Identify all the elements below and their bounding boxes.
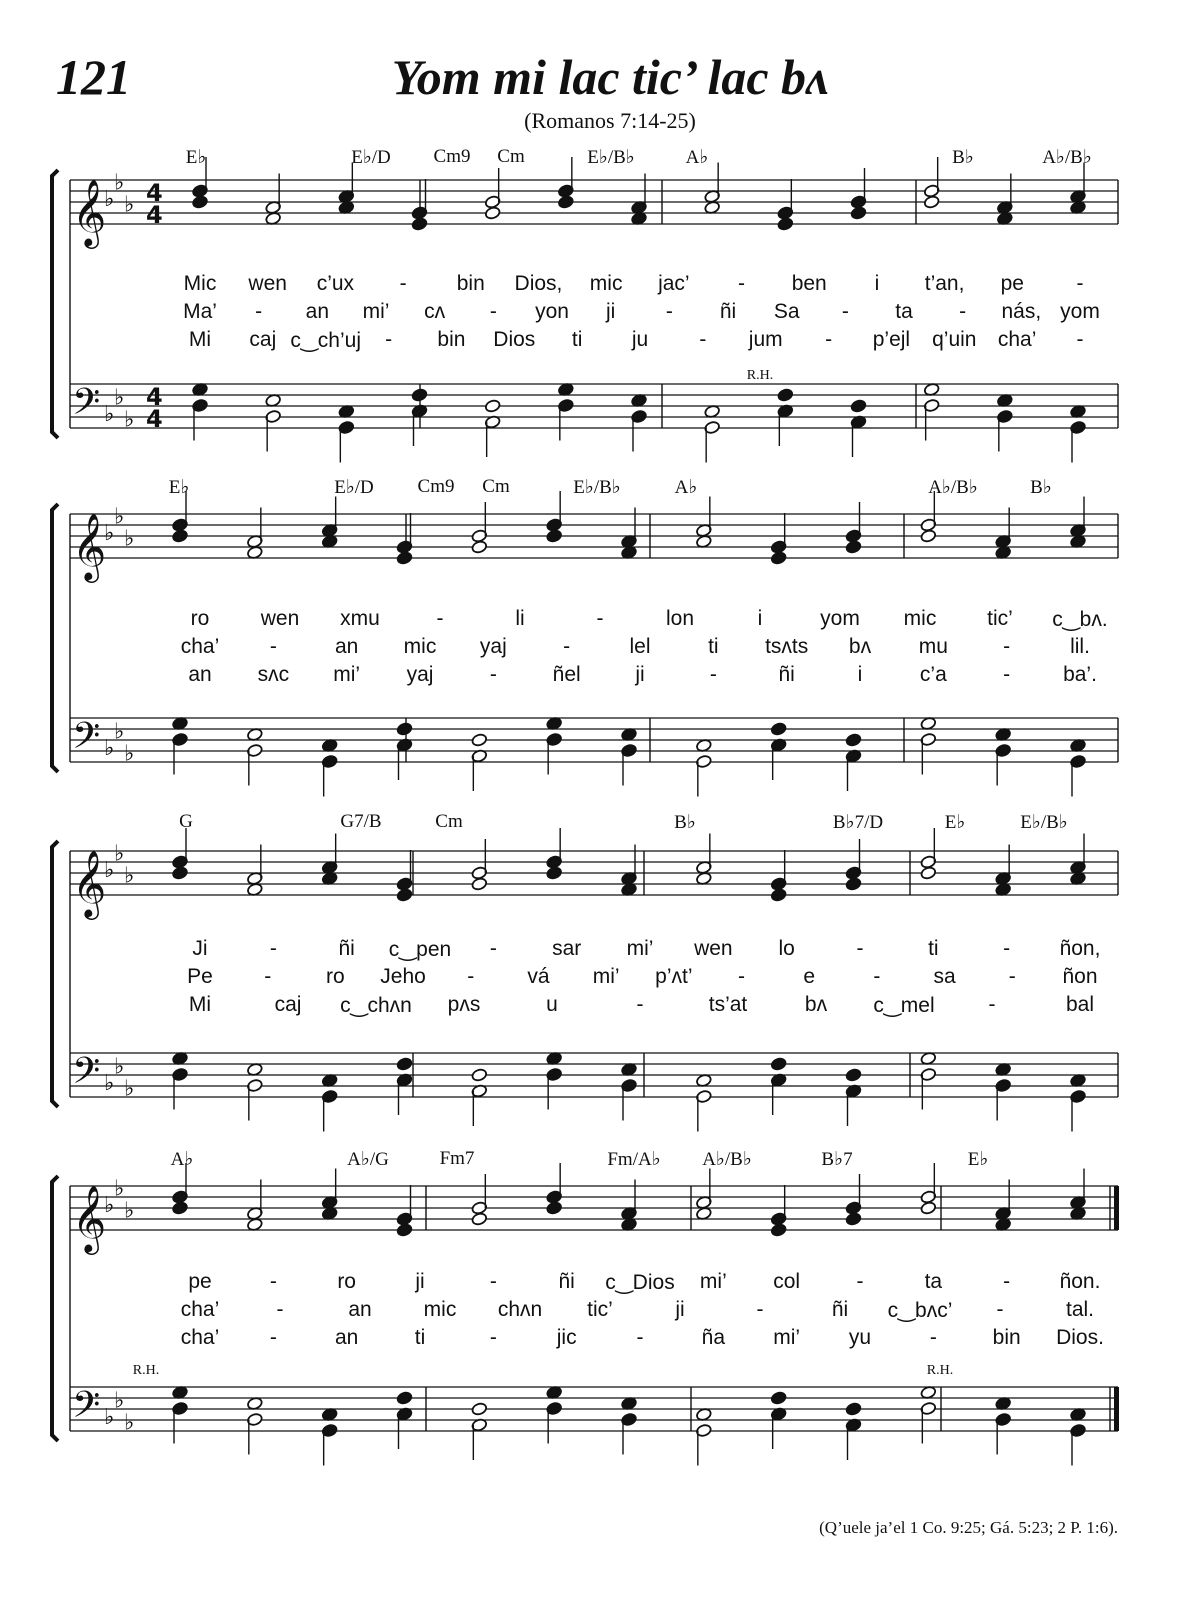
chord-symbol: E♭ [967,1149,989,1170]
lyric-verse3: jic [556,1326,577,1349]
lyric-verse3: mi’ [773,1326,801,1349]
treble-notehead [396,888,413,902]
bass-clef-icon: 𝄢 [72,381,101,432]
lyric-verse1: bin [456,272,485,295]
treble-notehead [172,1201,189,1215]
scripture-reference: (Romanos 7:14-25) [524,108,696,133]
lyric-verse2: Pe [187,965,213,988]
lyric-verse1: ñi [338,937,355,960]
lyric-verse2: mu [918,635,948,658]
system-bracket [52,1176,58,1441]
lyric-verse3: Dios [493,328,536,351]
treble-notehead [923,195,940,209]
treble-notehead [850,206,867,220]
lyric-verse3: caj [274,993,302,1016]
lyric-verse1: Ji [192,937,208,960]
bass-notehead [396,1057,413,1071]
treble-clef-icon: 𝄞 [72,1184,107,1252]
lyric-verse1: ñi [558,1270,575,1293]
lyric-verse3: Mi [188,993,212,1016]
lyric-verse3: ba’. [1063,663,1097,686]
bass-notehead [396,1391,413,1405]
bass-notehead [850,399,867,413]
lyric-verse3: caj [249,328,277,351]
lyric-verse3: Mi [188,328,212,351]
lyric-verse1: jac’ [658,272,690,295]
treble-notehead [484,206,501,220]
treble-notehead [845,540,862,554]
lyric-verse3: ti [414,1326,426,1349]
chord-symbol: E♭ [168,477,190,498]
lyric-verse2: ji [675,1298,685,1321]
lyric-verse2: an [305,300,330,323]
lyric-verse2: - [756,1298,764,1321]
treble-notehead [770,551,787,565]
chord-symbol: B♭7/D [832,812,884,833]
lyric-verse1: - [489,1270,497,1293]
chord-symbol: E♭/B♭ [573,477,621,498]
key-signature-flat: ♭ [114,1388,125,1414]
lyric-verse2: Ma’ [183,300,217,323]
bass-notehead [396,722,413,736]
time-signature-denominator: 4 [146,405,163,433]
bass-notehead [845,1402,862,1416]
lyric-verse2: c‿bʌc’ [887,1299,953,1322]
bass-notehead [770,1391,787,1405]
lyric-verse1: ben [791,272,827,295]
key-signature-flat: ♭ [104,402,115,427]
lyric-verse3: c‿mel [873,994,935,1017]
lyric-verse1: col [773,1270,801,1293]
chord-symbol: A♭/G [347,1149,389,1170]
chord-symbol: E♭/B♭ [587,147,635,168]
lyric-verse1: Mic [183,272,217,295]
lyric-verse2: tic’ [587,1298,613,1321]
lyric-verse3: bal [1065,993,1095,1016]
lyric-verse2: ñi [831,1298,849,1321]
key-signature-flat: ♭ [124,526,135,552]
lyric-verse2: - [467,965,475,988]
lyric-verse2: an [348,1298,372,1321]
system-bracket [52,170,58,438]
treble-clef-icon: 𝄞 [72,512,107,580]
key-signature-flat: ♭ [114,841,125,867]
key-signature-flat: ♭ [124,1410,135,1436]
lyric-verse2: an [334,635,359,658]
key-signature-flat: ♭ [114,719,125,745]
chord-symbol: B♭ [1030,477,1052,498]
chord-symbol: B♭7 [821,1149,853,1170]
treble-notehead [471,1212,488,1226]
lyric-verse2: - [996,1298,1004,1321]
lyric-verse3: - [699,328,707,351]
chord-symbol: G7/B [340,811,382,832]
lyric-verse1: mi’ [626,937,654,960]
treble-clef-icon: 𝄞 [72,178,107,246]
chord-symbol: E♭/B♭ [1020,812,1068,833]
chord-symbol: E♭/D [334,477,374,498]
treble-notehead [411,217,428,231]
treble-notehead [558,195,575,209]
lyric-verse2: - [665,300,673,323]
lyric-verse3: u [546,993,558,1016]
lyric-verse2: ta [895,300,913,323]
footer-reference: (Q’uele ja’el 1 Co. 9:25; Gá. 5:23; 2 P. 1:6). [819,1518,1118,1537]
lyric-verse2: ji [605,300,616,323]
lyric-verse1: tic’ [987,607,1013,630]
key-signature-flat: ♭ [124,407,135,433]
lyric-verse3: - [1076,328,1084,351]
key-signature-flat: ♭ [104,1071,115,1096]
lyric-verse2: tal. [1065,1298,1095,1321]
lyric-verse1: - [738,272,746,295]
lyric-verse3: - [489,1326,497,1349]
lyric-verse3: bin [992,1326,1021,1349]
lyric-verse3: ts’at [708,993,748,1016]
lyric-verse2: - [264,965,272,988]
lyric-verse3: bin [437,328,466,351]
chord-symbol: B♭ [674,812,696,833]
lyric-verse3: sʌc [257,663,290,686]
lyric-verse2: bʌ [848,635,872,658]
lyric-verse3: Dios. [1056,1326,1104,1349]
right-hand-marking: R.H. [746,368,774,383]
treble-notehead [546,866,563,880]
time-signature-denominator: 4 [146,201,163,229]
lyric-verse2: - [276,1298,284,1321]
lyric-verse1: wen [260,607,300,630]
lyric-verse2: yom [1060,300,1100,323]
key-signature-flat: ♭ [104,1193,115,1218]
bass-notehead [484,399,501,413]
lyric-verse1: li [515,607,525,630]
treble-notehead [546,1201,563,1215]
chord-symbol: B♭ [952,147,974,168]
lyric-verse3: cha’ [997,328,1037,351]
treble-notehead [396,1223,413,1237]
lyric-verse3: c‿ch’uj [290,329,361,352]
lyric-verse2: cʌ [424,300,446,323]
lyric-verse3: - [988,993,996,1016]
lyric-verse3: - [929,1326,937,1349]
lyric-verse3: pʌs [447,993,481,1016]
lyric-verse2: - [269,635,277,658]
treble-notehead [920,529,937,543]
lyric-verse1: - [856,1270,864,1293]
lyric-verse3: ñi [778,663,795,686]
lyric-verse2: Sa [773,300,800,323]
key-signature-flat: ♭ [124,863,135,889]
key-signature-flat: ♭ [104,736,115,761]
bass-notehead [845,1068,862,1082]
hymn-title: Yom mi lac tic’ lac bʌ [391,49,829,105]
right-hand-marking: R.H. [926,1363,954,1378]
lyric-verse1: c‿Dios [605,1271,675,1294]
lyric-verse3: bʌ [804,993,828,1016]
lyric-verse1: lo [778,937,795,960]
lyric-verse3: ji [635,663,645,686]
lyric-verse3: p’ejl [872,328,911,351]
lyric-verse1: mic [903,607,937,630]
lyric-verse2: mic [403,635,437,658]
lyric-verse1: pe [1000,272,1024,295]
bass-notehead [770,1057,787,1071]
chord-symbol: A♭/B♭ [1042,147,1092,168]
key-signature-flat: ♭ [104,858,115,883]
lyric-verse2: - [738,965,746,988]
lyric-verse1: wen [694,937,733,960]
lyric-verse1: c’ux [316,272,355,295]
lyric-verse1: - [489,937,497,960]
lyric-verse2: yon [535,300,569,323]
key-signature-flat: ♭ [124,741,135,767]
lyric-verse1: - [1003,937,1011,960]
lyric-verse2: lil. [1070,635,1090,658]
lyric-verse1: Dios, [514,272,563,295]
key-signature-flat: ♭ [114,385,125,411]
lyric-verse3: cha’ [180,1326,220,1349]
chord-symbol: Fm7 [439,1148,475,1169]
treble-notehead [172,866,189,880]
lyric-verse3: yu [848,1326,872,1349]
lyric-verse3: - [709,663,717,686]
chord-symbol: E♭ [185,147,207,168]
lyric-verse1: ñon, [1059,937,1101,960]
lyric-verse1: xmu [340,607,380,630]
key-signature-flat: ♭ [104,521,115,546]
chord-symbol: Cm [497,146,525,167]
lyric-verse1: sar [552,937,582,960]
chord-symbol: A♭ [170,1149,194,1170]
chord-symbol: Cm9 [433,146,471,167]
lyric-verse1: wen [248,272,287,295]
lyric-verse1: t’an, [924,272,965,295]
bass-clef-icon: 𝄢 [72,1050,101,1101]
chord-symbol: A♭/B♭ [928,477,978,498]
bass-clef-icon: 𝄢 [72,1384,101,1435]
bass-notehead [471,1402,488,1416]
lyric-verse1: - [399,272,407,295]
treble-notehead [471,540,488,554]
lyric-verse2: ti [708,635,719,658]
lyric-verse1: - [436,607,444,630]
bass-notehead [770,722,787,736]
lyric-verse2: e [803,965,816,988]
chord-symbol: Cm [482,476,510,497]
lyric-verse1: ro [337,1270,356,1293]
lyric-verse2: vá [527,965,550,988]
lyric-verse3: c’a [919,663,947,686]
lyric-verse2: mi’ [362,300,390,323]
lyric-verse3: c‿chʌn [340,994,412,1017]
treble-notehead [845,877,862,891]
lyric-verse2: sa [933,965,956,988]
treble-notehead [920,866,937,880]
treble-notehead [770,888,787,902]
lyric-verse3: - [489,663,497,686]
key-signature-flat: ♭ [124,192,135,218]
chord-symbol: G [179,811,193,832]
lyric-verse3: ju [631,328,649,351]
lyric-verse2: - [873,965,881,988]
lyric-verse3: - [636,993,644,1016]
time-signature-numerator: 4 [146,383,163,411]
bass-notehead [471,733,488,747]
chord-symbol: Cm [435,811,463,832]
lyric-verse3: - [385,328,393,351]
lyric-verse2: ñi [719,300,737,323]
chord-symbol: E♭/D [351,147,391,168]
lyric-verse2: tsʌts [765,635,809,658]
lyric-verse3: ti [571,328,583,351]
lyric-verse3: - [1003,663,1011,686]
lyric-verse2: cha’ [180,1298,220,1321]
lyric-verse3: q’uin [932,328,977,351]
key-signature-flat: ♭ [124,1198,135,1224]
system-bracket [52,841,58,1107]
right-hand-marking: R.H. [132,1363,160,1378]
lyric-verse1: - [1076,272,1084,295]
system-bracket [52,504,58,772]
lyric-verse1: - [1003,1270,1011,1293]
key-signature-flat: ♭ [114,504,125,530]
lyric-verse3: an [334,1326,359,1349]
lyric-verse2: Jeho [380,965,426,988]
lyric-verse1: - [269,937,277,960]
lyric-verse2: p’ʌt’ [655,965,693,988]
lyric-verse3: ñel [552,663,581,686]
lyric-verse2: - [959,300,967,323]
lyric-verse2: lel [629,635,651,658]
treble-clef-icon: 𝄞 [72,849,107,917]
lyric-verse1: ñon. [1059,1270,1101,1293]
treble-notehead [845,1212,862,1226]
lyric-verse2: mic [423,1298,457,1321]
treble-notehead [546,529,563,543]
treble-notehead [920,1201,937,1215]
lyric-verse1: i [874,272,880,295]
time-signature-numerator: 4 [146,179,163,207]
lyric-verse1: ji [415,1270,425,1293]
final-barline-thick [1114,1387,1119,1431]
chord-symbol: Fm/A♭ [607,1149,661,1170]
key-signature-flat: ♭ [104,1405,115,1430]
lyric-verse1: yom [820,607,860,630]
key-signature-flat: ♭ [104,187,115,212]
lyric-verse1: i [757,607,763,630]
treble-notehead [777,217,794,231]
lyric-verse2: - [255,300,263,323]
final-barline-thick [1114,1186,1119,1230]
chord-symbol: E♭ [944,812,966,833]
lyric-verse3: an [188,663,212,686]
lyric-verse1: mi’ [699,1270,727,1293]
bass-clef-icon: 𝄢 [72,715,101,766]
lyric-verse1: - [269,1270,277,1293]
lyric-verse1: pe [188,1270,212,1293]
treble-notehead [471,877,488,891]
bass-notehead [411,388,428,402]
key-signature-flat: ♭ [114,170,125,196]
lyric-verse2: yaj [479,635,507,658]
lyric-verse1: ti [928,937,939,960]
treble-notehead [192,195,209,209]
treble-notehead [770,1223,787,1237]
lyric-verse1: - [856,937,864,960]
lyric-verse3: i [857,663,863,686]
lyric-verse3: mi’ [333,663,361,686]
lyric-verse2: cha’ [180,635,220,658]
treble-notehead [396,551,413,565]
key-signature-flat: ♭ [124,1076,135,1102]
treble-notehead [172,529,189,543]
lyric-verse2: chʌn [497,1298,543,1321]
lyric-verse2: ñon [1062,965,1098,988]
chord-symbol: A♭/B♭ [702,1149,752,1170]
lyric-verse2: - [1003,635,1011,658]
hymn-number: 121 [56,49,131,105]
key-signature-flat: ♭ [114,1054,125,1080]
lyric-verse3: - [269,1326,277,1349]
lyric-verse1: - [596,607,604,630]
lyric-verse1: mic [589,272,623,295]
lyric-verse2: mi’ [592,965,620,988]
lyric-verse2: - [563,635,571,658]
lyric-verse1: c‿bʌ. [1052,608,1108,631]
bass-notehead [471,1068,488,1082]
bass-notehead [845,733,862,747]
chord-symbol: A♭ [674,477,698,498]
chord-symbol: A♭ [685,147,709,168]
key-signature-flat: ♭ [114,1176,125,1202]
lyric-verse2: - [841,300,849,323]
lyric-verse1: lon [665,607,695,630]
lyric-verse3: yaj [406,663,434,686]
lyric-verse2: - [1008,965,1016,988]
bass-notehead [777,388,794,402]
chord-symbol: Cm9 [417,476,455,497]
lyric-verse2: - [489,300,497,323]
lyric-verse3: jum [748,328,783,351]
lyric-verse3: - [825,328,833,351]
lyric-verse2: ro [326,965,345,988]
lyric-verse3: - [636,1326,644,1349]
lyric-verse2: nás, [1001,300,1042,323]
lyric-verse1: c‿pen [388,938,452,961]
lyric-verse1: ta [924,1270,943,1293]
lyric-verse1: ro [190,607,210,630]
lyric-verse3: ña [701,1326,726,1349]
